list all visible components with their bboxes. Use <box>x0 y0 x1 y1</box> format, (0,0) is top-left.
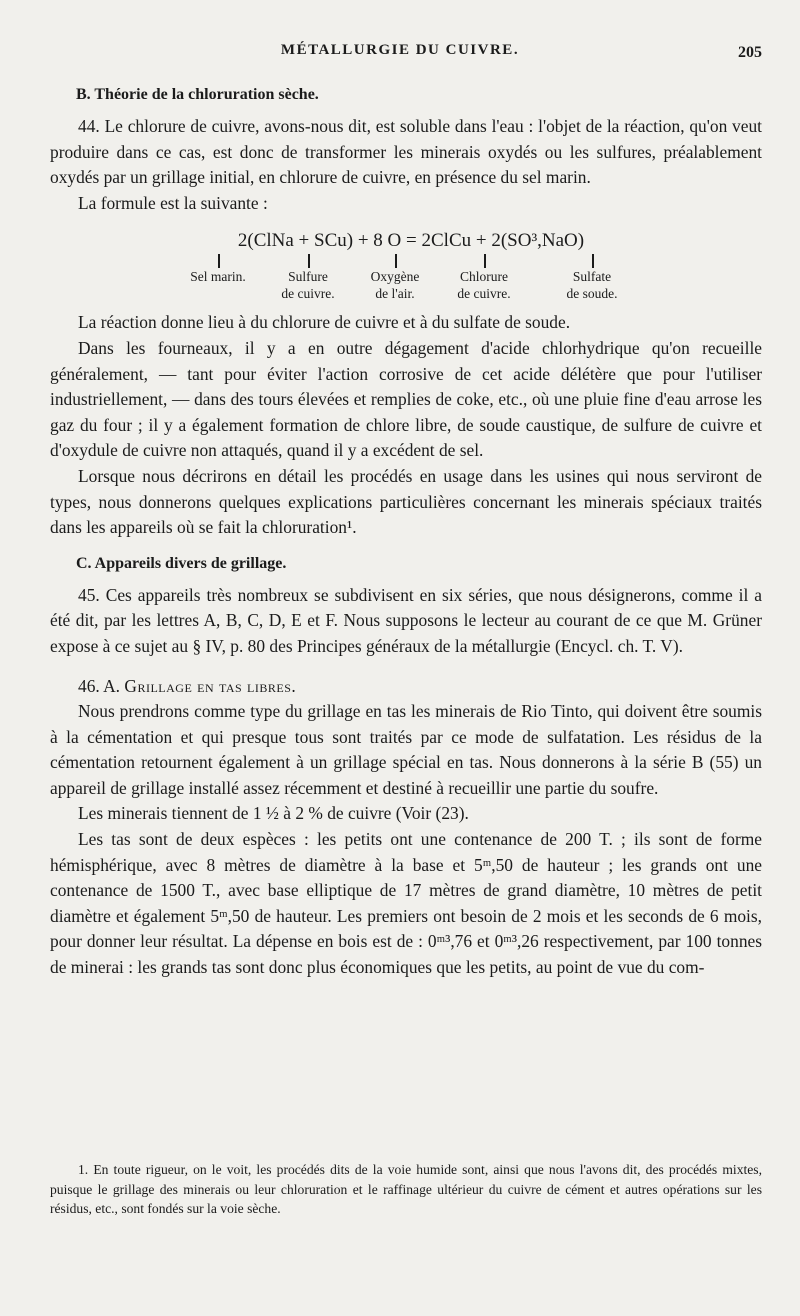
formula-label-oxygene: Oxygène de l'air. <box>370 269 420 302</box>
formula-tick <box>308 254 310 268</box>
paragraph-number: 46. A. <box>78 675 121 696</box>
paragraph-45 <box>50 583 762 660</box>
formula-tick <box>395 254 397 268</box>
paragraph-46-a: Nous prendrons comme type du grillage en tas les minerais de Rio Tinto, qui doivent être soumis à la cémentation et qui presque tous sont traités par ce mode de sulfatation. Les résidus de la cémentation retournent également à un grillage spécial en tas. Nous donnerons à la série B (55) un appareil de grillage installé assez récemment et destiné à recueillir une partie du soufre. <box>50 701 762 798</box>
paragraph-44 <box>50 114 762 191</box>
footnotes <box>50 1160 762 1219</box>
subsection-heading: Grillage en tas libres. <box>124 675 297 696</box>
paragraph-46-heading <box>50 674 762 700</box>
paragraph-text: Le chlorure de cuivre, avons-nous dit, est soluble dans l'eau : l'objet de la réaction, qu'on veut produire dans ce cas, est donc de transformer les minerais oxydés ou les sulfures, préalablement oxydés par un grillage initial, en chlorure de cuivre, en présence du sel marin. <box>50 116 763 188</box>
paragraph-lorsque: Lorsque nous décrirons en détail les procédés en usage dans les usines qui nous serviront de types, nous donnerons quelques explications particulières concernant les minerais spéciaux traités dans les appareils où se fait la chloruration¹. <box>50 465 762 538</box>
paragraph-46-c: Les tas sont de deux espèces : les petits ont une contenance de 200 T. ; ils sont de forme hémisphérique, avec 8 mètres de diamètre à la base et 5ᵐ,50 de hauteur ; les grands ont une contenance de 1500 T., avec base elliptique de 17 mètres de grand diamètre, 10 mètres de petit diamètre et également 5ᵐ,50 de hauteur. Les premiers ont besoin de 2 mois et les seconds de 6 mois, pour donner leur résultat. La dépense en bois est de : 0ᵐ³,76 et 0ᵐ³,26 respectivement, par 100 tonnes de minerai : les grands tas sont donc plus économiques que les petits, au point de vue du com- <box>50 829 762 978</box>
formula-label-sel-marin: Sel marin. <box>190 269 246 285</box>
formula-tick <box>592 254 594 268</box>
chemical-formula <box>50 230 762 252</box>
formula-label-sulfate: Sulfate de soude. <box>566 269 618 302</box>
paragraph-number: 45. <box>78 584 100 605</box>
section-b-title: B. Théorie de la chloruration sèche. <box>76 86 319 103</box>
formula-label-sulfure: Sulfure de cuivre. <box>281 269 335 302</box>
formula-text: 2(ClNa + SCu) + 8 O = 2ClCu + 2(SO³,NaO) <box>237 230 585 252</box>
formula-tick <box>484 254 486 268</box>
section-c-title: C. Appareils divers de grillage. <box>76 554 287 572</box>
page-number: 205 <box>738 44 762 61</box>
formula-intro: La formule est la suivante : <box>78 192 268 213</box>
paragraph-number: 44. <box>78 116 100 136</box>
formula-label-chlorure: Chlorure de cuivre. <box>457 269 511 302</box>
paragraph-46-b: Les minerais tiennent de 1 ½ à 2 % de cuivre (Voir (23). <box>78 803 469 824</box>
running-head: MÉTALLURGIE DU CUIVRE. <box>280 42 520 58</box>
paragraph-text: Ces appareils très nombreux se subdivisent en six séries, que nous désignerons, comme il a été dit, par les lettres A, B, C, D, E et F. Nous supposons le lecteur au courant de ce que M. Grüner expose à ce sujet au § IV, p. 80 des Principes généraux de la métallurgie (Encycl. ch. T. V). <box>50 584 762 656</box>
footnote-1: 1. En toute rigueur, on le voit, les procédés dits de la voie humide sont, ainsi que nous l'avons dit, des procédés mixtes, puisque le grillage des minerais ou leur chloruration et le raffinage ultérieur du cuivre de cément et autres opérations sur les résidus, etc., sont fondés sur la voie sèche. <box>50 1162 762 1216</box>
paragraph-fourneaux: Dans les fourneaux, il y a en outre dégagement d'acide chlorhydrique qu'on recueille généralement, — tant pour éviter l'action corrosive de cet acide délétère que pour l'utiliser industriellement, — dans des tours élevées et remplies de coke, etc., où une pluie fine d'eau arrose les gaz du four ; il y a également formation de chlore libre, de soude caustique, de sulfure de cuivre et d'oxydule de cuivre non attaqués, quand il y a excédent de sel. <box>50 337 762 461</box>
formula-tick <box>218 254 220 268</box>
main-text <box>50 78 762 981</box>
formula-labels <box>50 252 762 310</box>
paragraph-reaction: La réaction donne lieu à du chlorure de cuivre et à du sulfate de soude. <box>78 312 571 333</box>
